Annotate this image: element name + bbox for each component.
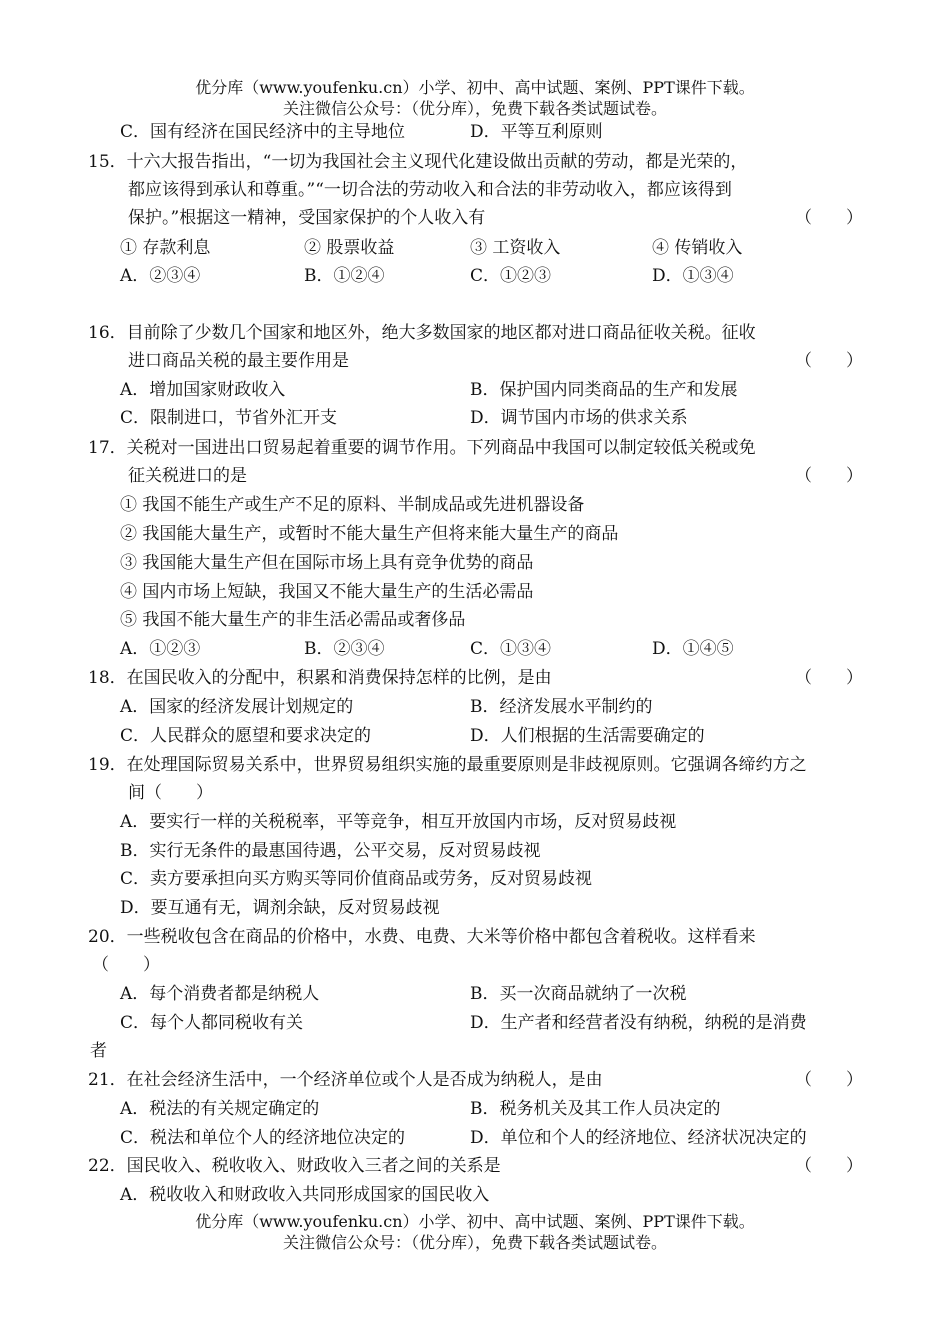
q15-option-b: B．①②④ — [304, 266, 385, 286]
q19-stem-line-1: 19．在处理国际贸易关系中，世界贸易组织实施的最重要原则是非歧视原则。它强调各缔约方之 — [88, 755, 807, 775]
q20-option-b: B．买一次商品就纳了一次税 — [470, 984, 687, 1004]
q15-stem-line-3: 保护。”根据这一精神，受国家保护的个人收入有 — [128, 208, 486, 228]
q18-option-a: A．国家的经济发展计划规定的 — [120, 697, 354, 717]
q14-option-c: C．国有经济在国民经济中的主导地位 — [120, 122, 406, 142]
q15-answer-paren: （ ） — [795, 208, 863, 228]
q21-answer-paren: （ ） — [795, 1070, 863, 1090]
q16-option-d: D．调节国内市场的供求关系 — [470, 408, 688, 428]
q15-item: ② 股票收益 — [304, 238, 395, 258]
q19-option-c: C．卖方要承担向买方购买等同价值商品或劳务，反对贸易歧视 — [120, 869, 593, 889]
q17-option-d: D．①④⑤ — [652, 639, 734, 659]
q17-stem-line-2: 征关税进口的是 — [128, 466, 247, 486]
q17-option-a: A．①②③ — [120, 639, 201, 659]
q18-stem-line-1: 18．在国民收入的分配中，积累和消费保持怎样的比例，是由 — [88, 668, 552, 688]
q15-stem-line-1: 15．十六大报告指出，“一切为我国社会主义现代化建设做出贡献的劳动，都是光荣的， — [88, 152, 748, 172]
q17-item: ⑤ 我国不能大量生产的非生活必需品或奢侈品 — [120, 610, 466, 630]
q15-option-d: D．①③④ — [652, 266, 734, 286]
q15-item: ④ 传销收入 — [652, 238, 743, 258]
q17-answer-paren: （ ） — [795, 466, 863, 486]
header-line-1: 优分库（www.youfenku.cn）小学、初中、高中试题、案例、PPT课件下载。 — [195, 78, 755, 97]
q21-option-c: C．税法和单位个人的经济地位决定的 — [120, 1128, 406, 1148]
q19-stem-line-2: 间（ ） — [128, 783, 213, 803]
q20-stem-line-2: （ ） — [92, 955, 160, 975]
q19-option-a: A．要实行一样的关税税率，平等竞争，相互开放国内市场，反对贸易歧视 — [120, 812, 677, 832]
q14-option-d: D．平等互利原则 — [470, 122, 603, 142]
q16-answer-paren: （ ） — [795, 351, 863, 371]
q15-option-a: A．②③④ — [120, 266, 201, 286]
q16-option-b: B．保护国内同类商品的生产和发展 — [470, 380, 738, 400]
q22-option-a: A．税收收入和财政收入共同形成国家的国民收入 — [120, 1185, 490, 1205]
q17-option-c: C．①③④ — [470, 639, 552, 659]
q17-stem-line-1: 17．关税对一国进出口贸易起着重要的调节作用。下列商品中我国可以制定较低关税或免 — [88, 438, 756, 458]
q16-stem-line-2: 进口商品关税的最主要作用是 — [128, 351, 349, 371]
q17-item: ① 我国不能生产或生产不足的原料、半制成品或先进机器设备 — [120, 495, 585, 515]
q21-stem-line-1: 21．在社会经济生活中，一个经济单位或个人是否成为纳税人，是由 — [88, 1070, 603, 1090]
q16-option-a: A．增加国家财政收入 — [120, 380, 286, 400]
q17-item: ④ 国内市场上短缺，我国又不能大量生产的生活必需品 — [120, 582, 534, 602]
q17-option-b: B．②③④ — [304, 639, 385, 659]
q17-item: ② 我国能大量生产，或暂时不能大量生产但将来能大量生产的商品 — [120, 524, 619, 544]
q15-item: ③ 工资收入 — [470, 238, 561, 258]
q16-stem-line-1: 16．目前除了少数几个国家和地区外，绝大多数国家的地区都对进口商品征收关税。征收 — [88, 323, 756, 343]
q21-option-d: D．单位和个人的经济地位、经济状况决定的 — [470, 1128, 807, 1148]
header-line-2: 关注微信公众号：（优分库），免费下载各类试题试卷。 — [282, 99, 667, 118]
q20-stem-line-1: 20．一些税收包含在商品的价格中，水费、电费、大米等价格中都包含着税收。这样看来 — [88, 927, 756, 947]
q16-option-c: C．限制进口，节省外汇开支 — [120, 408, 338, 428]
q22-answer-paren: （ ） — [795, 1156, 863, 1176]
q15-option-c: C．①②③ — [470, 266, 552, 286]
q18-option-d: D．人们根据的生活需要确定的 — [470, 726, 705, 746]
q19-option-d: D．要互通有无，调剂余缺，反对贸易歧视 — [120, 898, 440, 918]
q21-option-b: B．税务机关及其工作人员决定的 — [470, 1099, 721, 1119]
footer-line-1: 优分库（www.youfenku.cn）小学、初中、高中试题、案例、PPT课件下载。 — [195, 1212, 755, 1231]
q20-option-c: C．每个人都同税收有关 — [120, 1013, 304, 1033]
q15-stem-line-2: 都应该得到承认和尊重。”“一切合法的劳动收入和合法的非劳动收入，都应该得到 — [128, 180, 732, 200]
q20-option-d-wrap: 者 — [90, 1041, 107, 1061]
q18-option-b: B．经济发展水平制约的 — [470, 697, 653, 717]
q17-item: ③ 我国能大量生产但在国际市场上具有竞争优势的商品 — [120, 553, 534, 573]
q22-stem-line-1: 22．国民收入、税收收入、财政收入三者之间的关系是 — [88, 1156, 501, 1176]
q18-answer-paren: （ ） — [795, 668, 863, 688]
q18-option-c: C．人民群众的愿望和要求决定的 — [120, 726, 372, 746]
footer-line-2: 关注微信公众号：（优分库），免费下载各类试题试卷。 — [282, 1233, 667, 1252]
q20-option-a: A．每个消费者都是纳税人 — [120, 984, 320, 1004]
q15-item: ① 存款利息 — [120, 238, 211, 258]
q19-option-b: B．实行无条件的最惠国待遇，公平交易，反对贸易歧视 — [120, 841, 541, 861]
q20-option-d: D．生产者和经营者没有纳税，纳税的是消费 — [470, 1013, 807, 1033]
q21-option-a: A．税法的有关规定确定的 — [120, 1099, 320, 1119]
